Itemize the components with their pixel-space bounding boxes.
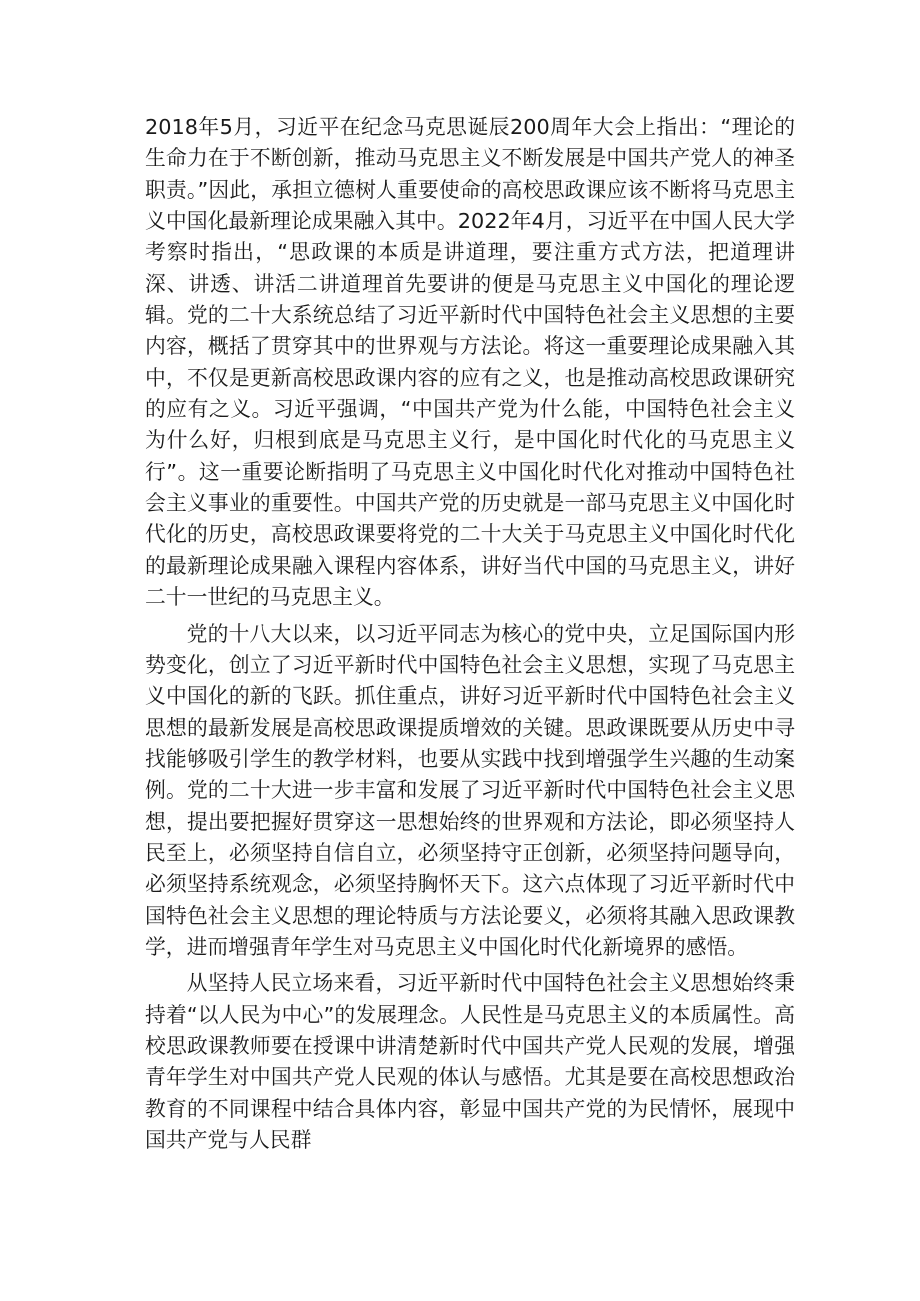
- paragraph-2: 党的十八大以来，以习近平同志为核心的党中央，立足国际国内形势变化，创立了习近平新时代中国特色社会主义思想，实现了马克思主义中国化的新的飞跃。抓住重点，讲好习近平新时代中国特色社会主义思想的最新发展是高校思政课提质增效的关键。思政课既要从历史中寻找能够吸引学生的教学材料，也要从实践中找到增强学生兴趣的生动案例。党的二十大进一步丰富和发展了习近平新时代中国特色社会主义思想，提出要把握好贯穿这一思想始终的世界观和方法论，即必须坚持人民至上，必须坚持自信自立，必须坚持守正创新，必须坚持问题导向，必须坚持系统观念，必须坚持胸怀天下。这六点体现了习近平新时代中国特色社会主义思想的理论特质与方法论要义，必须将其融入思政课教学，进而增强青年学生对马克思主义中国化时代化新境界的感悟。: [145, 621, 795, 959]
- paragraph-1: 2018年5月，习近平在纪念马克思诞辰200周年大会上指出：“理论的生命力在于不断创新，推动马克思主义不断发展是中国共产党人的神圣职责。”因此，承担立德树人重要使命的高校思政课应该不断将马克思主义中国化最新理论成果融入其中。2022年4月，习近平在中国人民大学考察时指出，“思政课的本质是讲道理，要注重方式方法，把道理讲深、讲透、讲活二讲道理首先要讲的便是马克思主义中国化的理论逻辑。党的二十大系统总结了习近平新时代中国特色社会主义思想的主要内容，概括了贯穿其中的世界观与方法论。将这一重要理论成果融入其中，不仅是更新高校思政课内容的应有之义，也是推动高校思政课研究的应有之义。习近平强调，“中国共产党为什么能，中国特色社会主义为什么好，归根到底是马克思主义行，是中国化时代化的马克思主义行”。这一重要论断指明了马克思主义中国化时代化对推动中国特色社会主义事业的重要性。中国共产党的历史就是一部马克思主义中国化时代化的历史，高校思政课要将党的二十大关于马克思主义中国化时代化的最新理论成果融入课程内容体系，讲好当代中国的马克思主义，讲好二十一世纪的马克思主义。: [145, 115, 795, 610]
- document-body: [145, 112, 795, 1161]
- paragraph-3: 从坚持人民立场来看，习近平新时代中国特色社会主义思想始终秉持着“以人民为中心”的发展理念。人民性是马克思主义的本质属性。高校思政课教师要在授课中讲清楚新时代中国共产党人民观的发展，增强青年学生对中国共产党人民观的体认与感悟。尤其是要在高校思想政治教育的不同课程中结合具体内容，彰显中国共产党的为民情怀，展现中国共产党与人民群: [145, 971, 795, 1152]
